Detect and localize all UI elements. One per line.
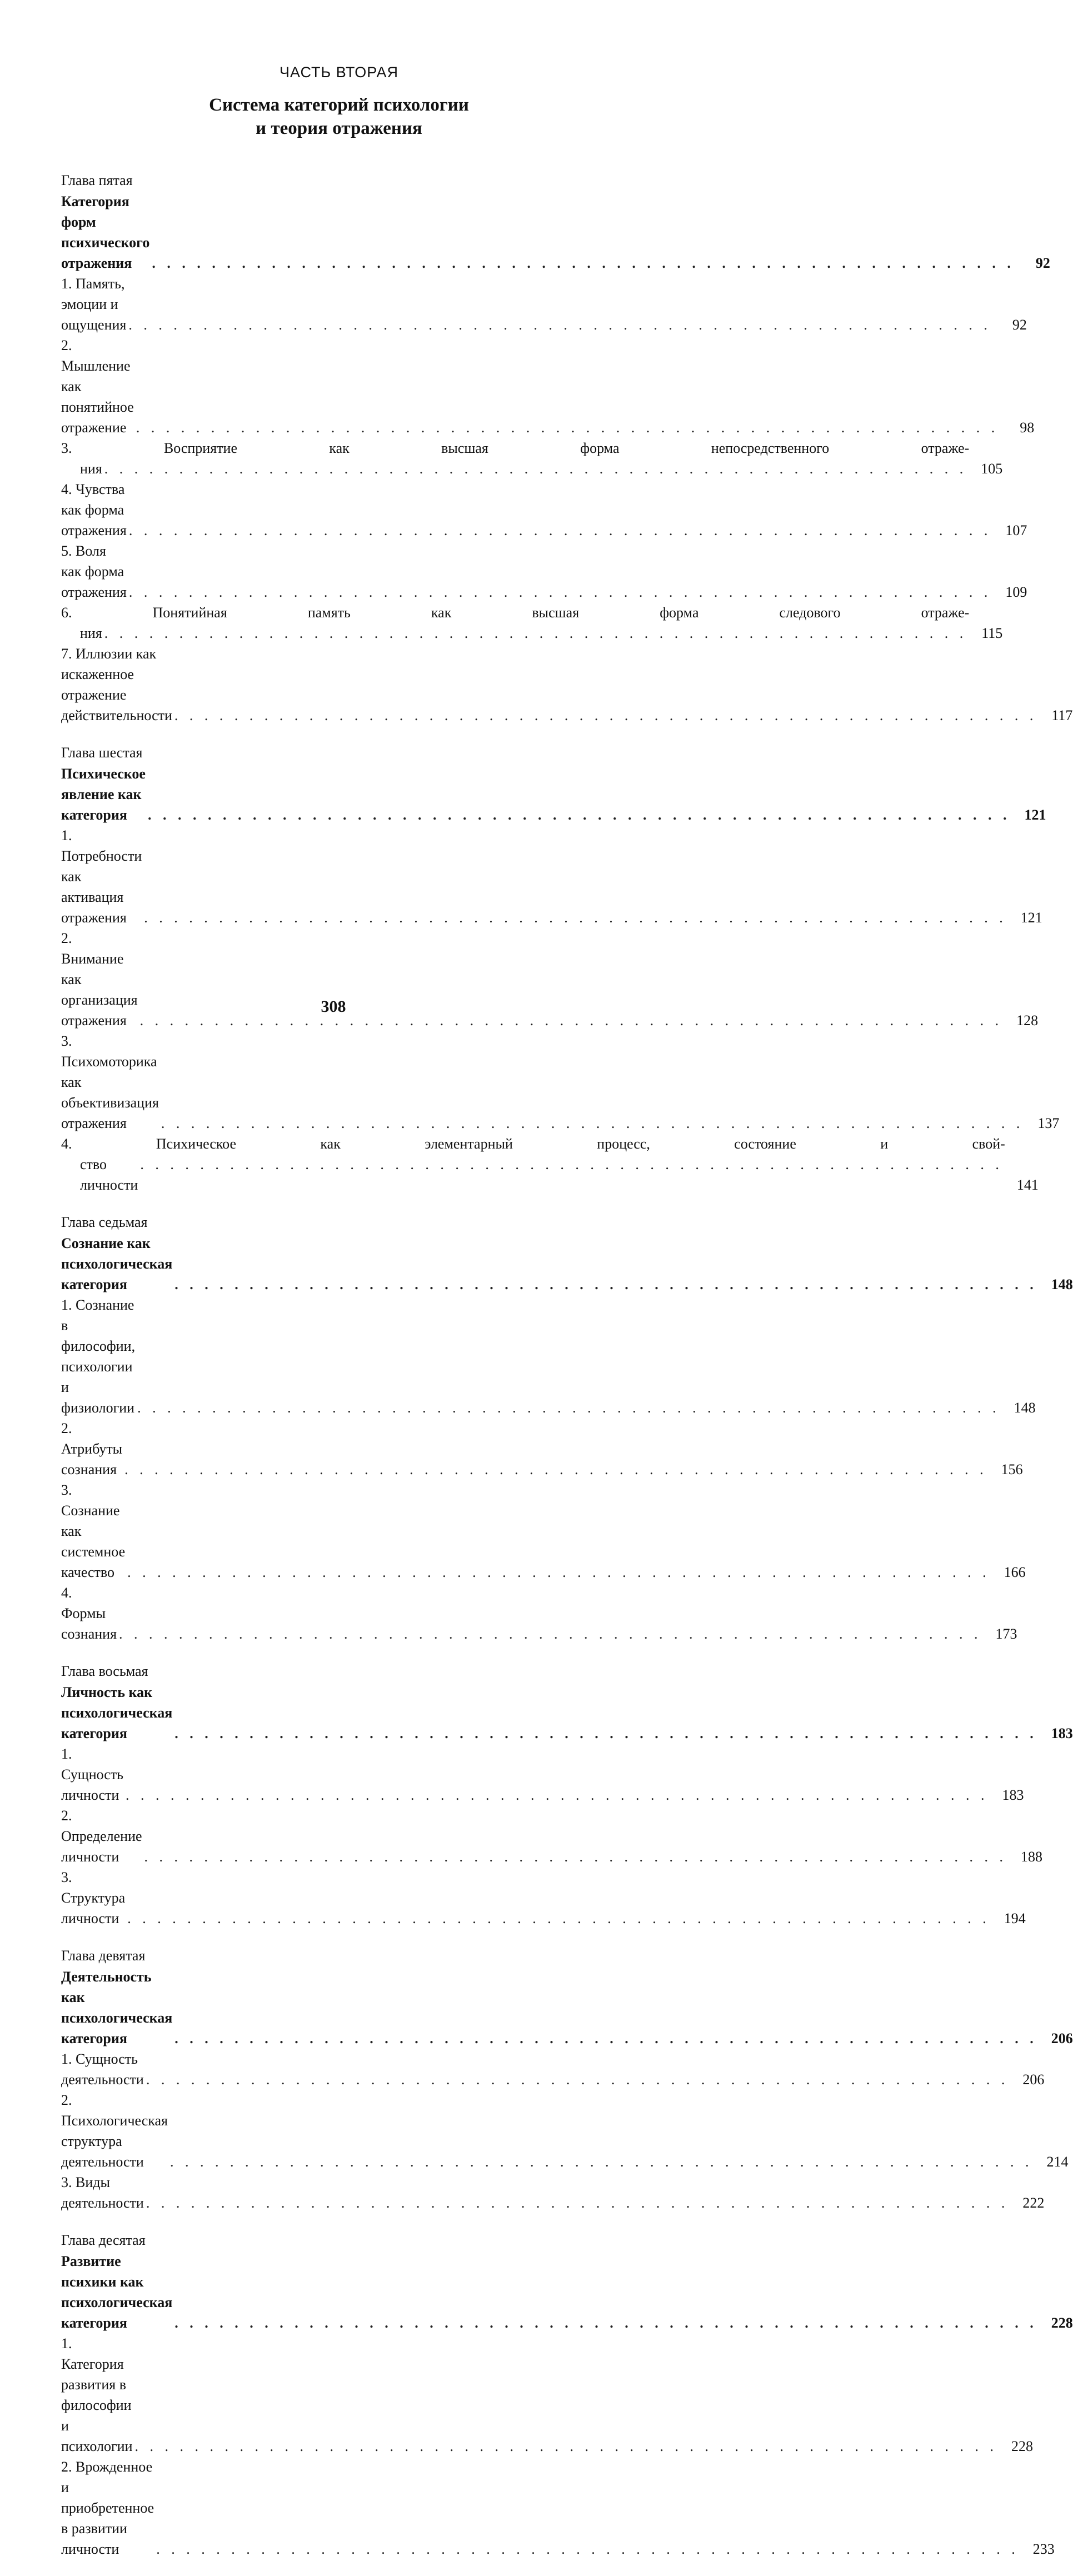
page-ref: 214: [1046, 2154, 1069, 2170]
entry-text: 3. Виды деятельности: [61, 2174, 144, 2211]
part-title: [66, 93, 612, 140]
page-ref: 92: [1012, 317, 1027, 333]
chapter-section: [61, 1661, 1073, 1929]
page-ref: 233: [1032, 2541, 1055, 2557]
toc-entry: [61, 643, 1073, 726]
entry-text-line1: 6. Понятийная память как высшая форма следового отраже-: [61, 605, 970, 621]
leader-dots: [119, 1624, 982, 1644]
leader-dots: [146, 2069, 1009, 2090]
page-ref: 183: [1051, 1725, 1073, 1741]
part-title-line2: и теория отражения: [256, 118, 422, 138]
chapter-section: [61, 2230, 1073, 2559]
page-ref: 121: [1024, 807, 1046, 823]
page-ref: 156: [1001, 1461, 1023, 1477]
chapter-title-entry: [61, 763, 1046, 825]
toc-entry: [61, 2090, 1069, 2172]
toc-entry: [61, 2172, 1045, 2213]
toc-entry: [61, 541, 1027, 602]
leader-dots: [174, 1723, 1037, 1744]
toc-entry: [61, 1744, 1024, 1805]
leader-dots: [135, 2436, 998, 2457]
table-of-contents: [61, 170, 1073, 2559]
leader-dots: [174, 1274, 1037, 1295]
leader-dots: [128, 314, 991, 335]
page-ref: 121: [1020, 910, 1042, 926]
page-ref: 98: [1020, 420, 1035, 436]
entry-text-line1: 3. Восприятие как высшая форма непосредственного отраже-: [61, 440, 970, 456]
chapter-title: Личность как психологическая категория: [61, 1684, 173, 1741]
part-label: ЧАСТЬ ВТОРАЯ: [280, 64, 398, 81]
part-title-line1: Система категорий психологии: [209, 95, 469, 115]
entry-text-line2: ния: [80, 461, 102, 477]
entry-text: 2. Психологическая структура деятельности: [61, 2092, 168, 2170]
entry-text: 3. Структура личности: [61, 1869, 126, 1926]
chapter-heading: Глава шестая: [61, 745, 143, 761]
chapter-section: [61, 170, 1073, 726]
page-ref: 183: [1002, 1787, 1024, 1803]
page-ref: 166: [1004, 1564, 1026, 1580]
leader-dots: [129, 520, 992, 541]
toc-entry: [61, 825, 1042, 928]
leader-dots: [146, 2193, 1009, 2213]
toc-entry: [61, 602, 1003, 643]
entry-text: 1. Память, эмоции и ощущения: [61, 276, 127, 333]
entry-text-line1: 4. Психическое как элементарный процесс, состояние и свой-: [61, 1136, 1005, 1152]
entry-text: 3. Сознание как системное качество: [61, 1482, 126, 1580]
chapter-title-entry: [61, 1966, 1073, 2049]
page-ref: 194: [1004, 1910, 1026, 1926]
chapter-title: Психическое явление как категория: [61, 766, 146, 823]
leader-dots: [174, 2313, 1037, 2333]
leader-dots: [140, 1154, 1003, 1195]
leader-dots: [144, 907, 1007, 928]
leader-dots: [136, 417, 999, 438]
toc-entry: [61, 438, 1003, 479]
page-ref: 105: [981, 461, 1003, 477]
toc-entry: [61, 1805, 1043, 1867]
chapter-title-entry: [61, 2251, 1073, 2333]
chapter-title-entry: [61, 1682, 1073, 1744]
leader-dots: [156, 2539, 1019, 2559]
toc-entry: [61, 2457, 1055, 2559]
entry-text: 5. Воля как форма отражения: [61, 543, 127, 600]
page-ref: 107: [1005, 522, 1027, 538]
toc-entry: [61, 335, 1035, 438]
toc-entry: [61, 1867, 1026, 1929]
chapter-title-entry: [61, 1233, 1073, 1295]
entry-text: 4. Чувства как форма отражения: [61, 481, 127, 538]
toc-entry: [61, 1134, 1039, 1195]
leader-dots: [104, 623, 967, 643]
entry-text: 1. Сознание в философии, психологии и физиологии: [61, 1297, 136, 1416]
toc-entry: [61, 1418, 1023, 1480]
entry-text: 1. Категория развития в философии и психологии: [61, 2335, 133, 2454]
toc-entry: [61, 479, 1027, 541]
page-ref: 222: [1022, 2195, 1045, 2211]
toc-entry: [61, 1480, 1026, 1582]
entry-text: 1. Сущность деятельности: [61, 2051, 144, 2088]
page-ref: 206: [1051, 2030, 1073, 2046]
entry-text: 3. Психомоторика как объективизация отражения: [61, 1033, 159, 1131]
page-ref: 148: [1051, 1276, 1073, 1292]
entry-text: 2. Атрибуты сознания: [61, 1420, 123, 1477]
leader-dots: [174, 705, 1037, 726]
page-ref: 228: [1051, 2315, 1073, 2331]
page-ref: 109: [1005, 584, 1027, 600]
page-ref: 92: [1035, 255, 1050, 271]
chapter-title: Сознание как психологическая категория: [61, 1235, 173, 1292]
chapter-title: Деятельность как психологическая категория: [61, 1969, 173, 2046]
leader-dots: [174, 2028, 1037, 2049]
page-ref: 206: [1022, 2071, 1045, 2088]
page-ref: 173: [995, 1626, 1017, 1642]
chapter-heading: Глава пятая: [61, 172, 133, 188]
leader-dots: [148, 805, 1011, 825]
page-ref: 137: [1037, 1115, 1060, 1131]
chapter-title: Категория форм психического отражения: [61, 193, 150, 271]
toc-entry: [61, 273, 1027, 335]
entry-text: 1. Потребности как активация отражения: [61, 827, 142, 926]
leader-dots: [126, 1785, 989, 1805]
entry-text: 2. Мышление как понятийное отражение: [61, 337, 134, 436]
leader-dots: [104, 458, 967, 479]
entry-text-line2: ство личности: [80, 1156, 138, 1193]
entry-text-line2: ния: [80, 625, 102, 641]
chapter-title-entry: [61, 191, 1050, 273]
entry-text: 1. Сущность личности: [61, 1746, 124, 1803]
leader-dots: [161, 1113, 1024, 1134]
chapter-heading: Глава седьмая: [61, 1214, 148, 1230]
toc-entry: [61, 1031, 1060, 1134]
entry-text: 2. Врожденное и приобретенное в развитии личности: [61, 2459, 154, 2557]
leader-dots: [137, 1397, 1000, 1418]
leader-dots: [170, 2151, 1033, 2172]
chapter-heading: Глава десятая: [61, 2232, 146, 2248]
entry-text: 4. Формы сознания: [61, 1585, 117, 1642]
page-ref: 188: [1021, 1849, 1043, 1865]
page-ref: 141: [1016, 1177, 1039, 1193]
chapter-section: [61, 1945, 1073, 2213]
entry-text: 2. Определение личности: [61, 1808, 142, 1865]
leader-dots: [124, 1459, 987, 1480]
page-ref: 148: [1014, 1400, 1036, 1416]
toc-page: [61, 64, 1073, 2576]
toc-entry: [61, 1582, 1017, 1644]
leader-dots: [152, 253, 1015, 273]
page-ref: 115: [981, 625, 1003, 641]
toc-entry: [61, 2333, 1033, 2457]
chapter-section: [61, 1212, 1073, 1644]
entry-text: 7. Иллюзии как искаженное отражение действительности: [61, 646, 172, 723]
page-ref: 117: [1051, 707, 1073, 723]
chapter-title: Развитие психики как психологическая категория: [61, 2253, 173, 2331]
leader-dots: [144, 1846, 1007, 1867]
toc-entry: [61, 1295, 1036, 1418]
toc-entry: [61, 2049, 1045, 2090]
leader-dots: [129, 582, 992, 602]
leader-dots: [127, 1908, 990, 1929]
page-ref: 128: [1016, 1012, 1039, 1029]
leader-dots: [127, 1562, 990, 1582]
chapter-heading: Глава девятая: [61, 1948, 146, 1964]
page-ref: 228: [1011, 2438, 1033, 2454]
chapter-heading: Глава восьмая: [61, 1663, 148, 1679]
chapter-section: [61, 742, 1060, 1195]
page-number: 308: [321, 997, 346, 1016]
entry-text: 2. Внимание как организация отражения: [61, 930, 138, 1029]
